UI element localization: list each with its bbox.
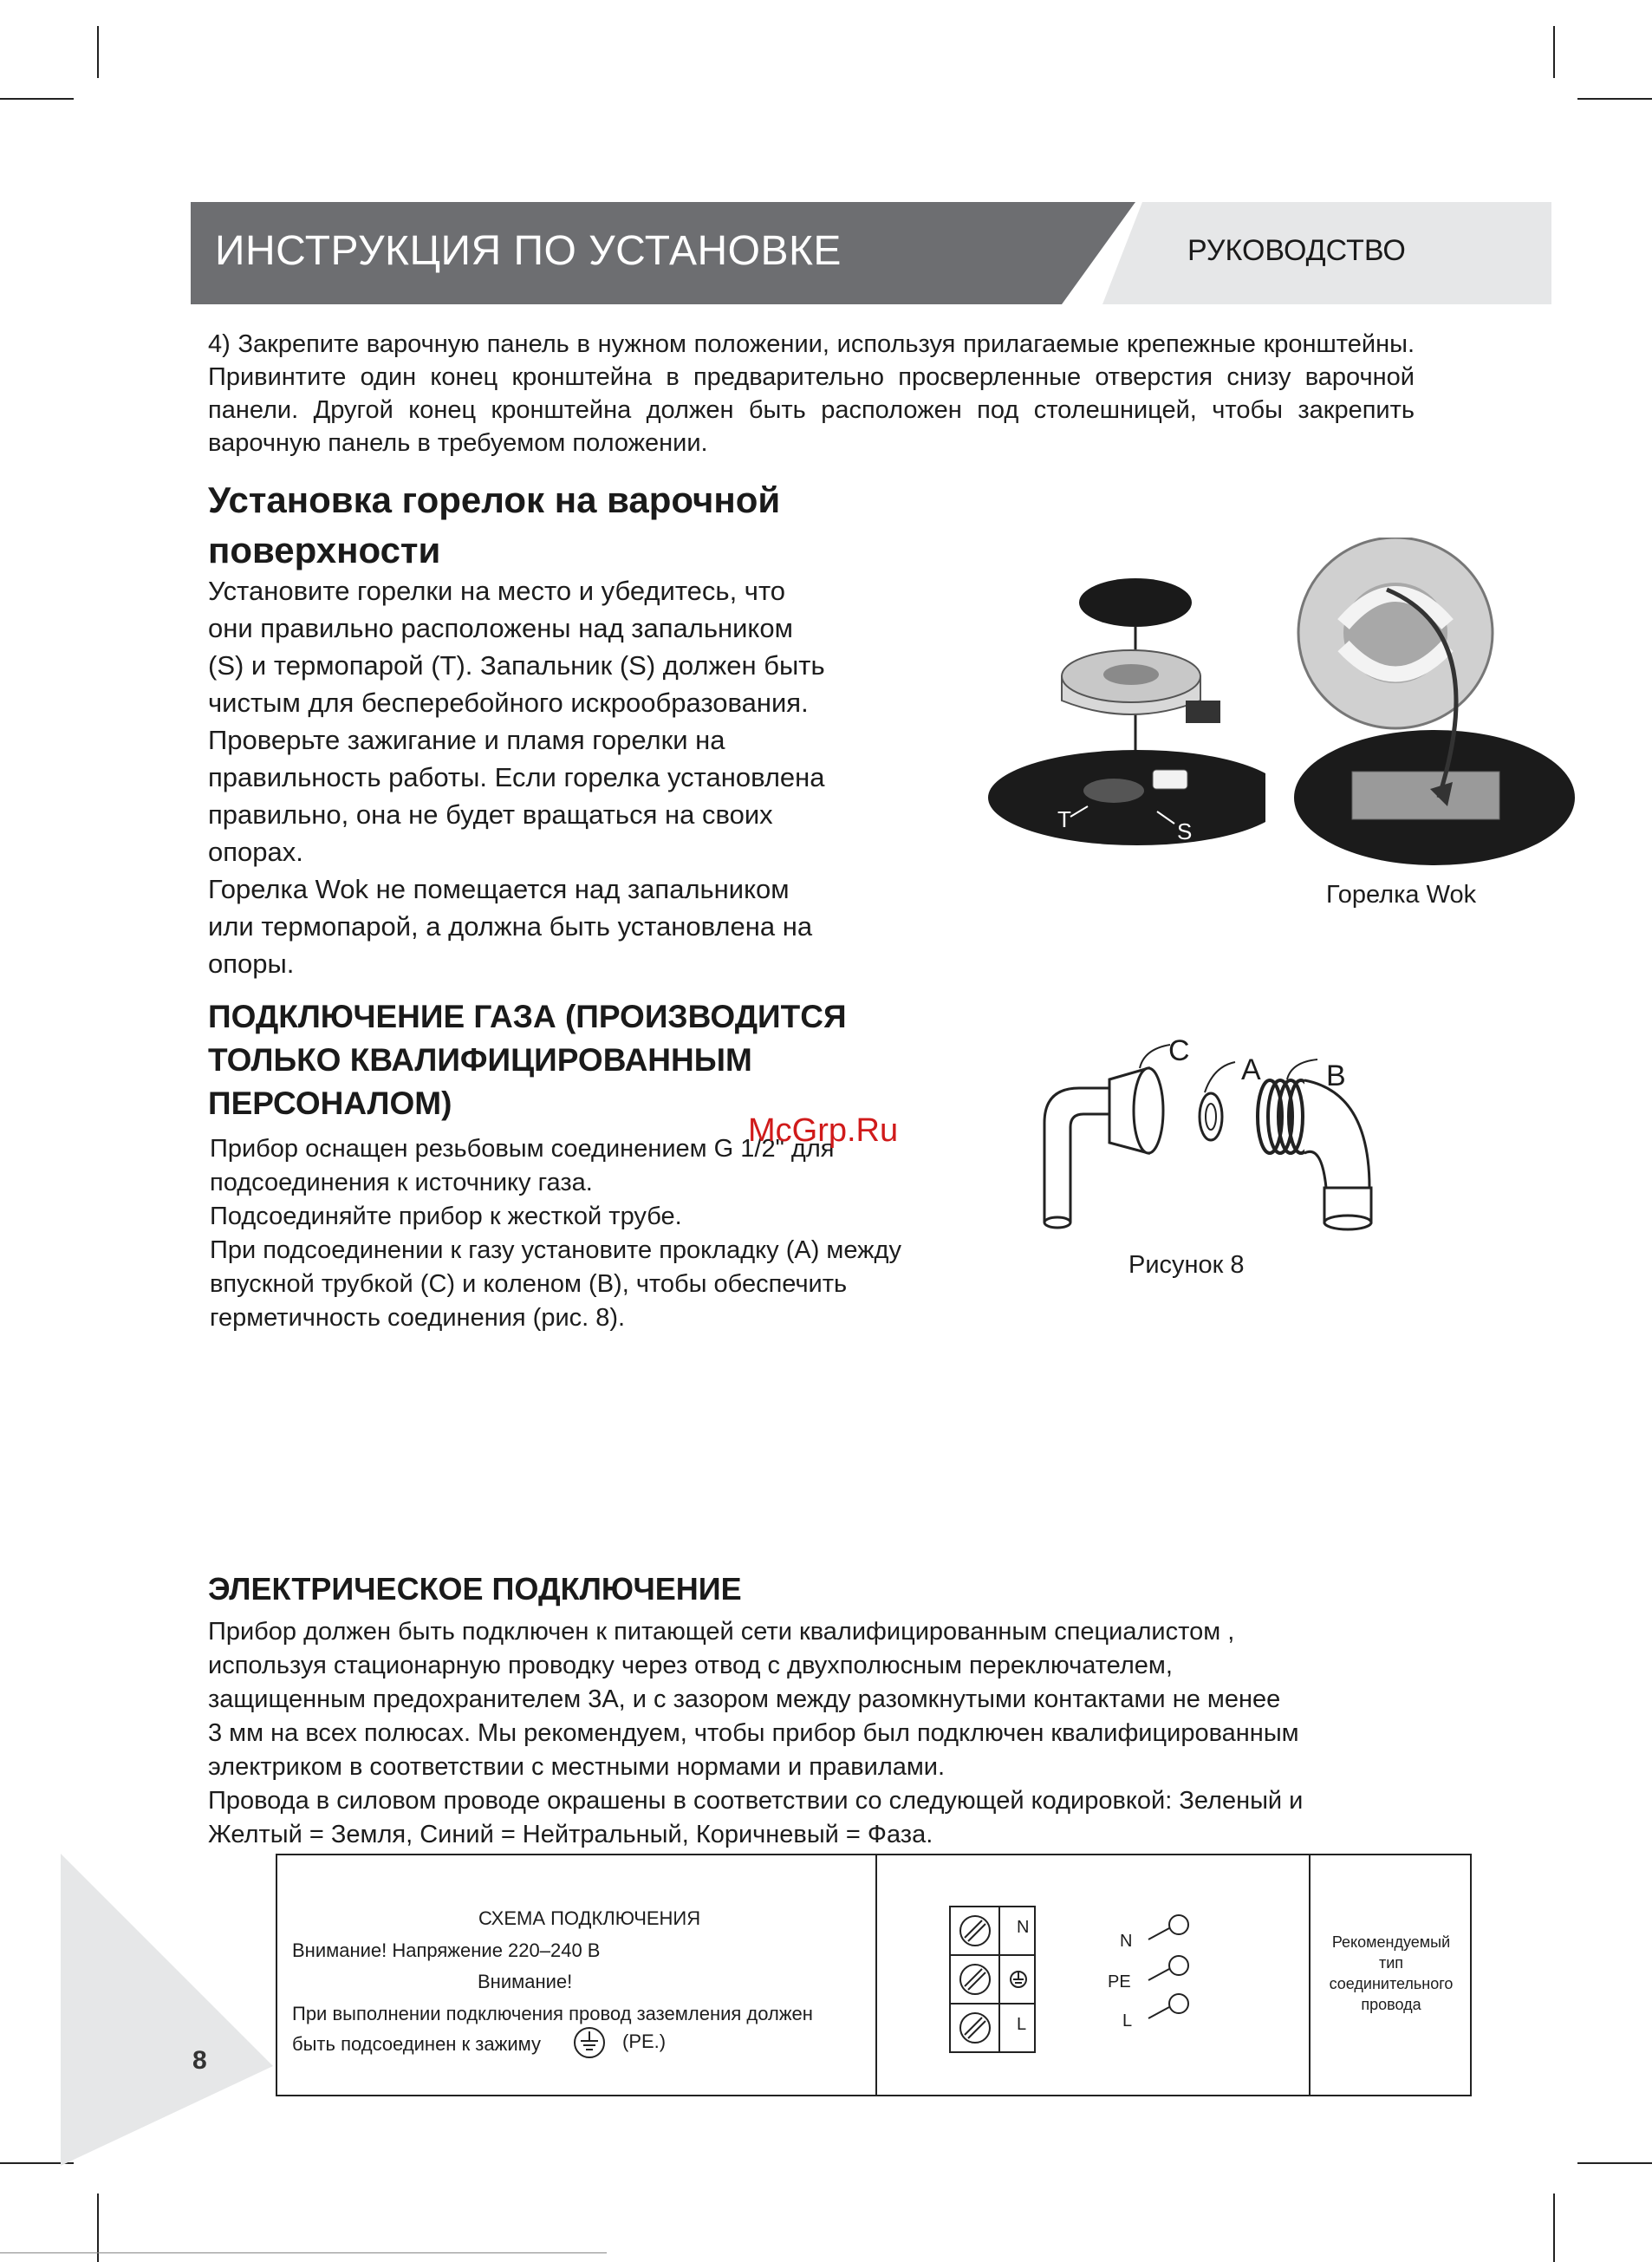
burners-line: Горелка Wok не помещается над запальником (208, 874, 790, 904)
electric-line: Прибор должен быть подключен к питающей сети квалифицированным специалистом , (208, 1618, 1235, 1646)
scheme-note: быть подсоединен к зажиму (292, 2033, 542, 2055)
gas-line: Подсоединяйте прибор к жесткой трубе. (210, 1203, 682, 1230)
wire-l: L (1122, 2011, 1133, 2031)
burners-text (208, 572, 901, 982)
wok-burner-figure (1291, 538, 1577, 876)
label-t: T (1057, 806, 1071, 832)
recommended-line: Рекомендуемый (1331, 1933, 1451, 1951)
burners-line: опорах. (208, 837, 303, 867)
section-label: РУКОВОДСТВО (1187, 234, 1406, 267)
crop-mark (1553, 26, 1555, 78)
recommended-cable-text (1311, 1932, 1472, 2015)
crop-mark (1577, 2162, 1652, 2164)
electric-line: Провода в силовом проводе окрашены в соответствии со следующей кодировкой: Зеленый и (208, 1787, 1304, 1815)
gas-line: герметичность соединения (рис. 8). (210, 1304, 626, 1332)
burners-heading-line: поверхности (208, 530, 441, 570)
terminal-l: L (1017, 2015, 1027, 2034)
cable-wires-diagram (1135, 1912, 1205, 2024)
gas-line: Прибор оснащен резьбовым соединением G 1/2" для (210, 1135, 835, 1163)
table-divider (875, 1854, 877, 2096)
electric-line: электриком в соответствии с местными нормами и правилами. (208, 1753, 946, 1781)
burners-line: Установите горелки на место и убедитесь, что (208, 576, 786, 606)
crop-mark (97, 26, 99, 78)
scheme-voltage: Внимание! Напряжение 220–240 В (292, 1939, 601, 1961)
ground-icon (572, 2025, 607, 2060)
recommended-line: провода (1361, 1996, 1421, 2013)
burners-line: опоры. (208, 948, 295, 979)
crop-mark (0, 98, 74, 100)
page-title: ИНСТРУКЦИЯ ПО УСТАНОВКЕ (215, 228, 842, 274)
gas-text (210, 1132, 990, 1335)
recommended-line: соединительного (1329, 1975, 1454, 1992)
gas-heading-line: ПОДКЛЮЧЕНИЕ ГАЗА (ПРОИЗВОДИТСЯ (208, 999, 847, 1034)
crop-mark (0, 2252, 607, 2253)
burners-line: или термопарой, а должна быть установлена на (208, 911, 813, 942)
burners-heading (208, 475, 988, 576)
electric-line: Желтый = Земля, Синий = Нейтральный, Коричневый = Фаза. (208, 1821, 933, 1848)
electric-text (208, 1615, 1473, 1852)
burners-line: правильно, она не будет вращаться на своих (208, 799, 773, 830)
wire-pe: PE (1108, 1972, 1131, 1991)
burners-line: чистым для бесперебойного искрообразования. (208, 688, 809, 718)
recommended-line: тип (1378, 1954, 1404, 1972)
watermark: McGrp.Ru (748, 1112, 899, 1149)
gas-heading-line: ПЕРСОНАЛОМ) (208, 1085, 452, 1121)
scheme-attention: Внимание! (478, 1971, 573, 1992)
electric-line: защищенным предохранителем 3А, и с зазором между разомкнутыми контактами не менее (208, 1685, 1281, 1713)
gas-heading (208, 995, 988, 1125)
gas-line: подсоединения к источнику газа. (210, 1169, 593, 1196)
label-s: S (1177, 818, 1193, 844)
scheme-title: СХЕМА ПОДКЛЮЧЕНИЯ (478, 1907, 701, 1929)
gas-heading-line: ТОЛЬКО КВАЛИФИЦИРОВАННЫМ (208, 1042, 752, 1078)
electric-line: используя стационарную проводку через отвод с двухполюсным переключателем, (208, 1652, 1173, 1679)
corner-decoration (61, 1854, 286, 2166)
label-b: B (1326, 1059, 1346, 1092)
electric-line: 3 мм на всех полюсах. Мы рекомендуем, чтобы прибор был подключен квалифицированным (208, 1719, 1299, 1747)
gas-line: При подсоединении к газу установите прокладку (A) между (210, 1236, 901, 1264)
figure8-caption: Рисунок 8 (1128, 1251, 1245, 1279)
wok-caption: Горелка Wok (1326, 881, 1477, 909)
burners-heading-line: Установка горелок на варочной (208, 479, 781, 520)
wiring-scheme-table (276, 1854, 1472, 2096)
electric-heading: ЭЛЕКТРИЧЕСКОЕ ПОДКЛЮЧЕНИЕ (208, 1571, 742, 1607)
burners-line: Проверьте зажигание и пламя горелки на (208, 725, 725, 755)
burners-line: они правильно расположены над запальником (208, 613, 793, 643)
scheme-pe: (PE.) (622, 2031, 667, 2052)
burners-line: (S) и термопарой (T). Запальник (S) должен быть (208, 650, 825, 681)
burners-line: правильность работы. Если горелка установлена (208, 762, 825, 792)
wire-n: N (1120, 1932, 1133, 1951)
label-c: C (1168, 1034, 1190, 1067)
crop-mark (1553, 2194, 1555, 2262)
terminal-n: N (1017, 1918, 1030, 1937)
crop-mark (1577, 98, 1652, 100)
gas-line: впускной трубкой (C) и коленом (B), чтобы обеспечить (210, 1270, 848, 1298)
page-number: 8 (192, 2046, 207, 2075)
burner-assembly-figure (979, 546, 1265, 858)
scheme-note: При выполнении подключения провод заземления должен (292, 2003, 813, 2024)
step4-paragraph: 4) Закрепите варочную панель в нужном положении, используя прилагаемые крепежные кронштейны. Привинтите один конец кронштейна в предварительно просверленные отверстия снизу варочной панели. Другой конец кронштейна должен быть расположен под столешницей, чтобы закрепить варочную панель в требуемом положении. (208, 330, 1415, 457)
label-a: A (1241, 1053, 1261, 1086)
